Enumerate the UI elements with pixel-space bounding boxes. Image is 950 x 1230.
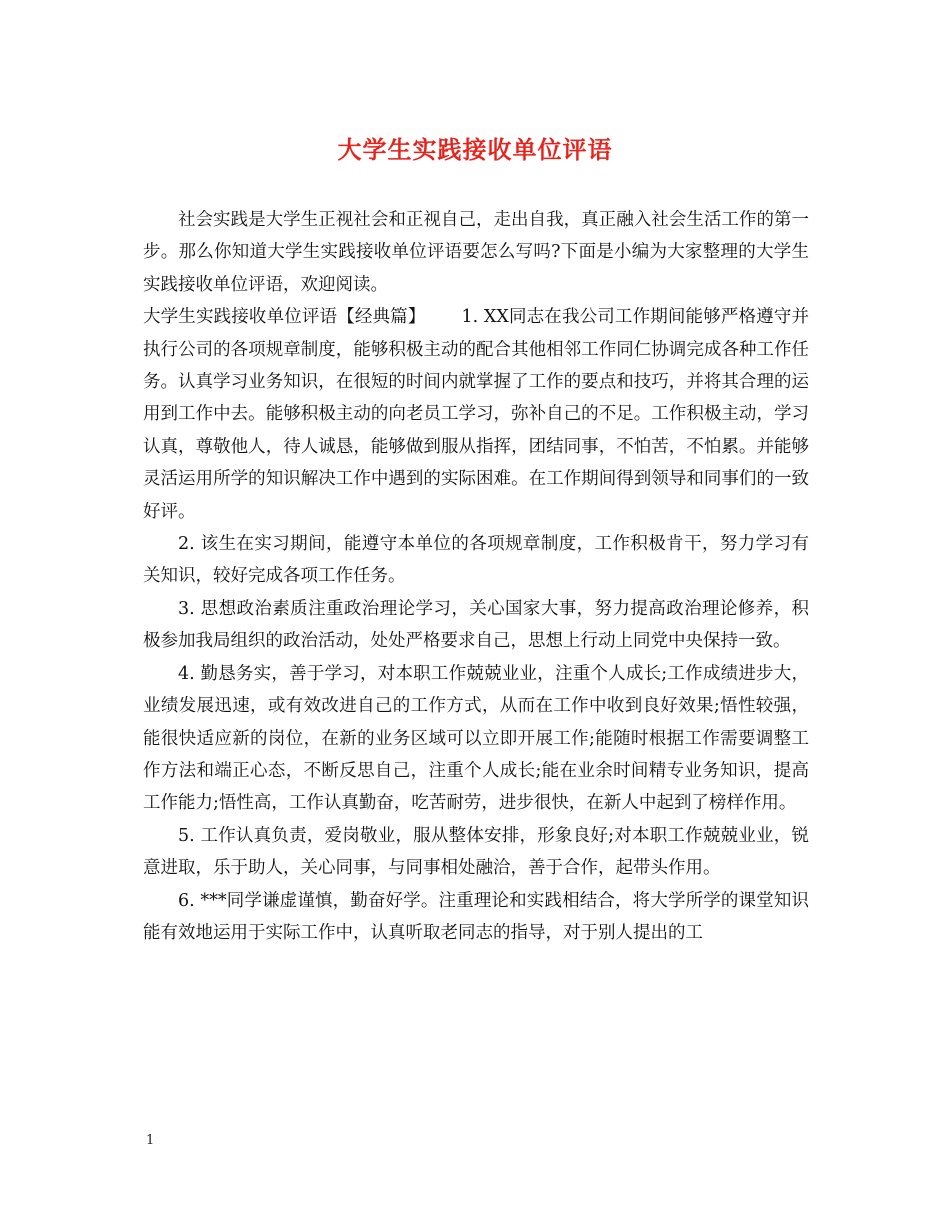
comment-item-2: 2. 该生在实习期间，能遵守本单位的各项规章制度，工作积极肯干，努力学习有关知识，较好完成各项工作任务。 bbox=[143, 534, 809, 587]
section-paragraph bbox=[143, 301, 809, 528]
comment-item-6: 6. ***同学谦虚谨慎，勤奋好学。注重理论和实践相结合，将大学所学的课堂知识能有效地运用于实际工作中，认真听取老同志的指导，对于别人提出的工 bbox=[143, 890, 809, 943]
section-heading: 大学生实践接收单位评语【经典篇】 bbox=[143, 307, 426, 328]
document-title: 大学生实践接收单位评语 bbox=[337, 136, 613, 164]
document-body bbox=[143, 204, 809, 949]
comment-item-3: 3. 思想政治素质注重政治理论学习，关心国家大事，努力提高政治理论修养，积极参加我局组织的政治活动，处处严格要求自己，思想上行动上同党中央保持一致。 bbox=[143, 598, 809, 652]
comment-item-4: 4. 勤恳务实，善于学习，对本职工作兢兢业业，注重个人成长;工作成绩进步大，业绩发展迅速，或有效改进自己的工作方式，从而在工作中收到良好效果;悟性较强，能很快适应新的岗位，在新的业务区域可以立即开展工作;能随时根据工作需要调整工作方法和端正心态，不断反思自己，注重个人成长;能在业余时间精专业务知识，提高工作能力;悟性高，工作认真勤奋，吃苦耐劳，进步很快，在新人中起到了榜样作用。 bbox=[143, 663, 809, 814]
comment-item-5: 5. 工作认真负责，爱岗敬业，服从整体安排，形象良好;对本职工作兢兢业业，锐意进取，乐于助人，关心同事，与同事相处融洽，善于合作，起带头作用。 bbox=[143, 825, 809, 879]
page-number: 1 bbox=[146, 1133, 155, 1148]
comment-item-1: 1. XX同志在我公司工作期间能够严格遵守并执行公司的各项规章制度，能够积极主动的配合其他相邻工作同仁协调完成各种工作任务。认真学习业务知识，在很短的时间内就掌握了工作的要点和技巧，并将其合理的运用到工作中去。能够积极主动的向老员工学习，弥补自己的不足。工作积极主动，学习认真，尊敬他人，待人诚恳，能够做到服从指挥，团结同事，不怕苦，不怕累。并能够灵活运用所学的知识解决工作中遇到的实际困难。在工作期间得到领导和同事们的一致好评。 bbox=[143, 307, 809, 522]
intro-paragraph: 社会实践是大学生正视社会和正视自己，走出自我，真正融入社会生活工作的第一步。那么你知道大学生实践接收单位评语要怎么写吗?下面是小编为大家整理的大学生实践接收单位评语，欢迎阅读。 bbox=[143, 210, 809, 295]
